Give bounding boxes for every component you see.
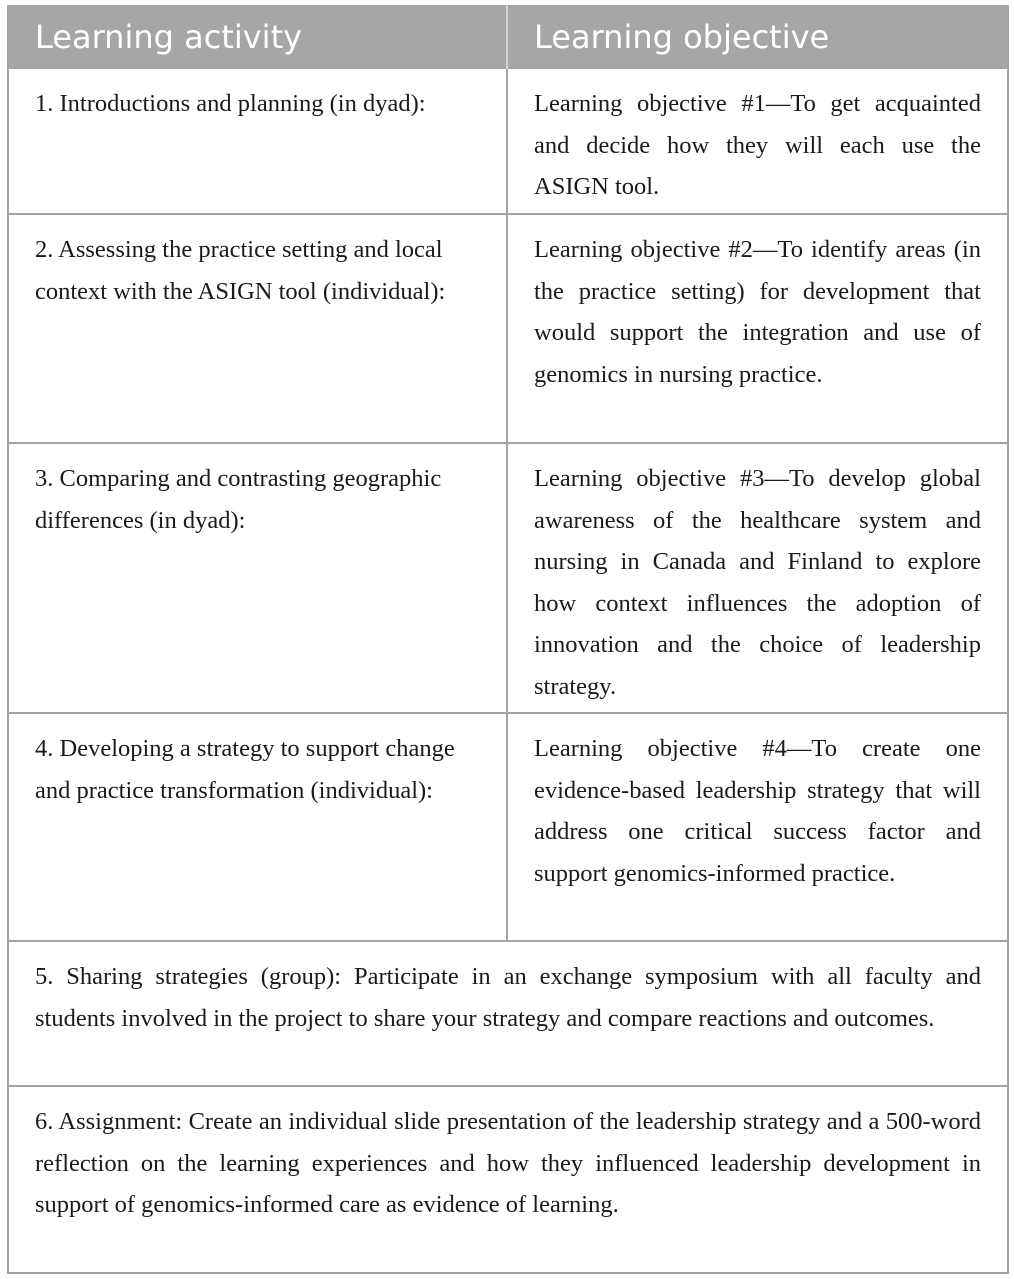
- objective-cell: [507, 443, 1008, 713]
- objective-cell: [507, 68, 1008, 214]
- wide-text: 6. Assignment: Create an individual slide presentation of the leadership strategy and a 500-word reflection on the learning experiences and how they influenced leadership development in support of genomics-informed care as evidence of learning.: [35, 1108, 981, 1218]
- objective-cell: [507, 214, 1008, 443]
- objective-text: Learning objective #1—To get acquainted and decide how they will each use the ASIGN tool.: [534, 90, 981, 200]
- wide-cell: [8, 941, 1008, 1086]
- table-row: [8, 941, 1008, 1086]
- wide-cell: [8, 1086, 1008, 1273]
- table-row: [8, 68, 1008, 214]
- activity-text: 4. Developing a strategy to support change and practice transformation (individual):: [35, 735, 455, 804]
- objective-text: Learning objective #2—To identify areas (in the practice setting) for development that would support the integration and use of genomics in nursing practice.: [534, 236, 981, 388]
- table-row: [8, 443, 1008, 713]
- activity-text: 1. Introductions and planning (in dyad):: [35, 90, 426, 117]
- header-learning-activity: Learning activity: [8, 6, 507, 68]
- activity-cell: [8, 214, 507, 443]
- table-row: [8, 713, 1008, 941]
- learning-activities-table: [7, 5, 1009, 1274]
- table-row: [8, 214, 1008, 443]
- activity-cell: [8, 443, 507, 713]
- header-learning-objective: Learning objective: [507, 6, 1008, 68]
- wide-text: 5. Sharing strategies (group): Participate in an exchange symposium with all faculty and students involved in the project to share your strategy and compare reactions and outcomes.: [35, 963, 981, 1032]
- activity-text: 2. Assessing the practice setting and local context with the ASIGN tool (individual):: [35, 236, 446, 305]
- objective-cell: [507, 713, 1008, 941]
- table-row: [8, 1086, 1008, 1273]
- activity-text: 3. Comparing and contrasting geographic differences (in dyad):: [35, 465, 442, 534]
- activity-cell: [8, 713, 507, 941]
- objective-text: Learning objective #3—To develop global awareness of the healthcare system and nursing in Canada and Finland to explore how context influences the adoption of innovation and the choice of leadership strategy.: [534, 465, 981, 700]
- activity-cell: [8, 68, 507, 214]
- objective-text: Learning objective #4—To create one evidence-based leadership strategy that will address one critical success factor and support genomics-informed practice.: [534, 735, 981, 887]
- table-header-row: [8, 6, 1008, 68]
